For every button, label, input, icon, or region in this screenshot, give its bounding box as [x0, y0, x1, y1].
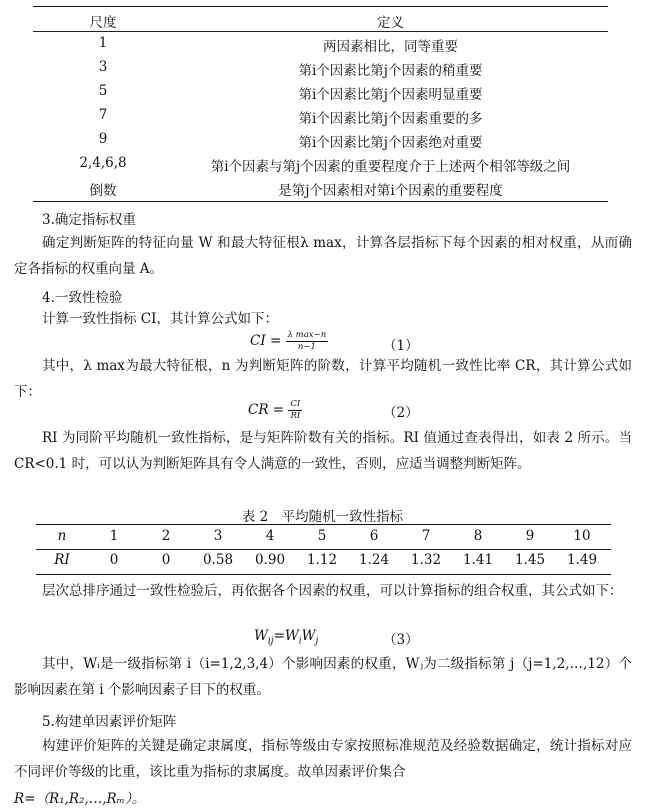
formula-wij-sub3: j [315, 636, 319, 647]
table1-cell-definition: 第i个因素与第j个因素的重要程度介于上述两个相邻等级之间 [210, 159, 571, 175]
table2-cell: 1.32 [410, 552, 442, 568]
table2-cell: 0.58 [202, 552, 234, 568]
formula-cr-fraction [288, 399, 302, 422]
table-row [33, 176, 608, 200]
formula-ci-fraction [286, 330, 329, 353]
table2-cell: 1.12 [306, 552, 338, 568]
table2-cell: 1.41 [462, 552, 494, 568]
formula-cr-numerator: CI [290, 399, 301, 409]
section4-explain2: RI 为同阶平均随机一致性指标，是与矩阵阶数有关的指标。RI 值通过查表得出，如表 2 所示。当 CR<0.1 时，可以认为判断矩阵具有令人满意的一致性，否则，应适当调整判断矩阵。 [14, 430, 632, 472]
formula-wij-sub2: i [298, 636, 302, 647]
table2-cell: 8 [473, 528, 483, 544]
table2-bottom-rule [36, 574, 611, 575]
formula-ci-numerator: λ max−n [287, 330, 327, 340]
table1-cell-definition: 是第j个因素相对第i个因素的重要程度 [278, 183, 503, 199]
formula-wij-sub: ij [267, 636, 274, 647]
table1-bottom-rule [33, 201, 608, 202]
table1-cell-scale: 5 [98, 83, 108, 99]
table2-cell: 6 [369, 528, 379, 544]
table2-mid-rule [36, 549, 611, 550]
section3-body: 确定判断矩阵的特征向量 W 和最大特征根λ max，计算各层指标下每个因素的相对权重，从而确定各指标的权重向量 A。 [14, 235, 632, 277]
table2-cell: 1 [109, 528, 119, 544]
formula-wij [254, 628, 318, 647]
table2-cell: 7 [421, 528, 431, 544]
table1-header-scale: 尺度 [89, 15, 117, 31]
table2-cell: 0 [161, 552, 171, 568]
formula-cr-denominator: RI [290, 411, 301, 421]
table2-top-rule [36, 524, 611, 525]
equation-number-1: （1） [383, 338, 419, 354]
table-row [33, 56, 608, 80]
equation-number-2: （2） [383, 405, 419, 421]
equation-number-3: （3） [383, 632, 419, 648]
formula-ci-denominator: n−1 [297, 342, 316, 352]
formula-ci [250, 330, 328, 353]
section4b-body: 层次总排序通过一致性检验后，再依据各个因素的权重，可以计算指标的组合权重，其公式如下： [42, 583, 623, 599]
formula-ci-lhs: CI = [250, 333, 282, 349]
section5-heading: 5.构建单因素评价矩阵 [42, 714, 177, 730]
section4-heading: 4.一致性检验 [42, 290, 123, 306]
table2-cell: 4 [265, 528, 275, 544]
formula-cr-lhs: CR = [248, 402, 285, 418]
section4-intro: 计算一致性指标 CI，其计算公式如下： [42, 311, 278, 327]
table2-cell: RI [54, 552, 70, 568]
table2-caption: 表 2 平均随机一致性指标 [241, 509, 404, 525]
table2-row-ri [36, 552, 611, 576]
section5-set: R=（R₁,R₂,…,Rₘ）。 [14, 791, 146, 807]
formula-wij-w3: W [301, 628, 316, 644]
table1-cell-scale: 倒数 [89, 183, 117, 199]
section4b-explain3: 其中，Wᵢ是一级指标第 i（i=1,2,3,4）个影响因素的权重，Wⱼ为二级指标第 j（j=1,2,…,12）个影响因素在第 i 个影响因素子目下的权重。 [14, 656, 632, 698]
formula-cr [248, 399, 302, 422]
table-row [33, 32, 608, 56]
table-row [33, 152, 608, 176]
formula-wij-eq: =W [273, 628, 299, 644]
table-row [33, 128, 608, 152]
table1-header-row [33, 8, 608, 32]
table1-cell-definition: 第i个因素比第j个因素明显重要 [298, 87, 483, 103]
formula-wij-w: W [254, 628, 268, 644]
table2-cell: 0 [109, 552, 119, 568]
table1-cell-definition: 第i个因素比第j个因素的稍重要 [298, 63, 483, 79]
table1-cell-scale: 7 [98, 107, 108, 123]
table-row [33, 80, 608, 104]
table2-cell: 0.90 [254, 552, 286, 568]
table2-cell: 10 [573, 528, 591, 544]
table-row [33, 104, 608, 128]
table1-cell-definition: 第i个因素比第j个因素绝对重要 [298, 135, 483, 151]
table1-cell-scale: 2,4,6,8 [79, 155, 127, 171]
table1-top-rule [33, 6, 608, 7]
section5-body: 构建评价矩阵的关键是确定隶属度，指标等级由专家按照标准规范及经验数据确定，统计指标对应不同评价等级的比重，该比重为指标的隶属度。故单因素评价集合 [14, 738, 632, 780]
table1-cell-scale: 1 [98, 35, 108, 51]
section4-explain1: 其中，λ max为最大特征根，n 为判断矩阵的阶数，计算平均随机一致性比率 CR，其计算公式如下： [14, 358, 632, 400]
table1-cell-definition: 两因素相比，同等重要 [323, 39, 458, 55]
table2-cell: 9 [525, 528, 535, 544]
table1-cell-definition: 第i个因素比第j个因素重要的多 [298, 111, 483, 127]
table1-cell-scale: 3 [98, 59, 108, 75]
table2-cell: n [57, 528, 67, 544]
table2-cell: 1.24 [358, 552, 390, 568]
section3-heading: 3.确定指标权重 [42, 212, 136, 228]
table2-cell: 1.49 [566, 552, 598, 568]
table2-cell: 5 [317, 528, 327, 544]
table1-header-definition: 定义 [377, 15, 404, 31]
table2-cell: 1.45 [514, 552, 546, 568]
table2-cell: 2 [161, 528, 171, 544]
table2-cell: 3 [213, 528, 223, 544]
table1-cell-scale: 9 [98, 131, 108, 147]
